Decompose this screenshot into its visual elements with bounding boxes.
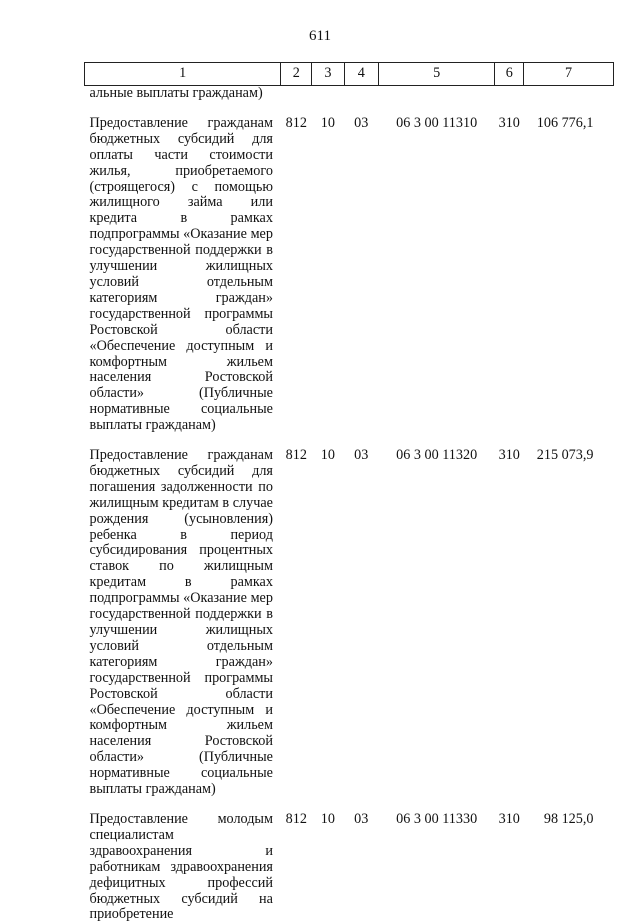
row-ministry-code: 812 [285, 810, 307, 827]
row-ministry-code: 812 [285, 114, 307, 131]
row-amount: 215 073,9 [536, 447, 594, 464]
row-section-code: 10 [320, 114, 335, 131]
header-col-5: 5 [378, 63, 494, 86]
header-col-6: 6 [495, 63, 524, 86]
header-col-7: 7 [524, 63, 614, 86]
row-ministry-code: 812 [285, 447, 307, 464]
row-subsection-code: 03 [354, 114, 369, 131]
page-number: 611 [309, 28, 331, 44]
table-header-row [85, 63, 614, 86]
table-row [85, 434, 614, 798]
header-col-4: 4 [344, 63, 378, 86]
row-expense-type: 310 [498, 114, 520, 131]
header-col-3: 3 [312, 63, 344, 86]
row-description: Предоставление гражданам бюджетных субсидий для оплаты части стоимости жилья, приобретаемого (строящегося) с помощью жилищного займа или кредита в рамках подпрограммы «Оказание мер государственной поддержки в улучшении жилищных условий отдельным категориям граждан» государственной программы Ростовской области «Обеспечение доступным и комфортным жильем населения Ростовской области» (Публичные нормативные социальные выплаты гражданам) [89, 114, 273, 434]
budget-table [84, 62, 614, 923]
row-amount: 106 776,1 [536, 114, 594, 131]
table-row [85, 798, 614, 923]
row-amount: 98 125,0 [543, 810, 594, 827]
row-target-code: 06 3 00 11310 [396, 114, 478, 131]
row-section-code: 10 [320, 810, 335, 827]
row-description: Предоставление гражданам бюджетных субсидий для погашения задолженности по жилищным кредитам в случае рождения (усыновления) ребенка в период субсидирования процентных ставок по жилищным кредитам в рамках подпрограммы «Оказание мер государственной поддержки в улучшении жилищных условий отдельным категориям граждан» государственной программы Ростовской области «Обеспечение доступным и комфортным жильем населения Ростовской области» (Публичные нормативные социальные выплаты гражданам) [89, 447, 273, 798]
row-description: Предоставление молодым специалистам здравоохранения и работникам здравоохранения дефицитных профессий бюджетных субсидий на приобретение [89, 810, 273, 923]
row-target-code: 06 3 00 11330 [396, 810, 478, 827]
table-row [85, 102, 614, 434]
row-subsection-code: 03 [354, 447, 369, 464]
row-expense-type: 310 [498, 447, 520, 464]
continuation-row [85, 86, 614, 102]
continuation-text: альные выплаты гражданам) [89, 85, 263, 101]
row-subsection-code: 03 [354, 810, 369, 827]
row-expense-type: 310 [498, 810, 520, 827]
row-target-code: 06 3 00 11320 [396, 447, 478, 464]
header-col-2: 2 [281, 63, 312, 86]
header-col-1: 1 [85, 63, 281, 86]
row-section-code: 10 [320, 447, 335, 464]
